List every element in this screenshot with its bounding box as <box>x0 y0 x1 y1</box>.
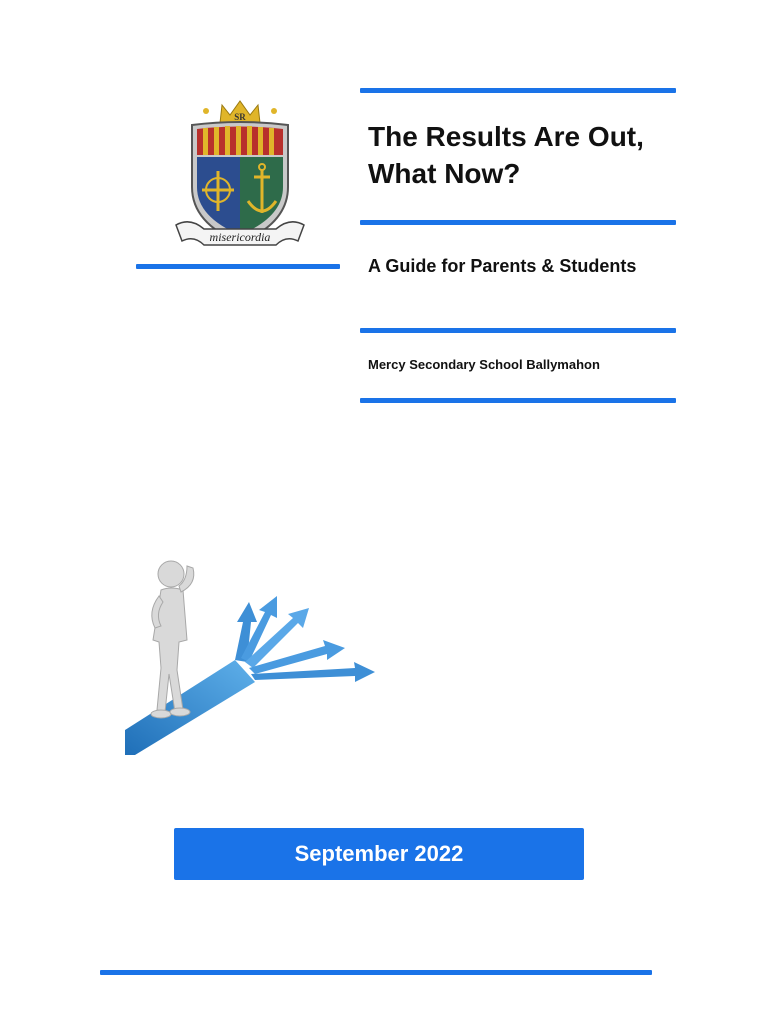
document-title: The Results Are Out, What Now? <box>368 121 644 189</box>
bottom-rule <box>100 970 652 975</box>
school-crest-logo <box>170 95 310 260</box>
school-name: Mercy Secondary School Ballymahon <box>368 357 600 372</box>
document-subtitle: A Guide for Parents & Students <box>368 256 637 276</box>
date-banner <box>174 828 584 880</box>
shield-icon <box>192 122 288 243</box>
top-rule <box>360 88 676 93</box>
crown-icon <box>203 101 277 123</box>
subtitle-rule <box>360 328 676 333</box>
crossroads-illustration <box>125 550 415 755</box>
crest-rule <box>136 264 340 269</box>
school-rule <box>360 398 676 403</box>
title-rule <box>360 220 676 225</box>
svg-text:misericordia: misericordia <box>209 230 271 244</box>
date-text: September 2022 <box>294 841 464 866</box>
svg-text:SR: SR <box>234 112 246 122</box>
